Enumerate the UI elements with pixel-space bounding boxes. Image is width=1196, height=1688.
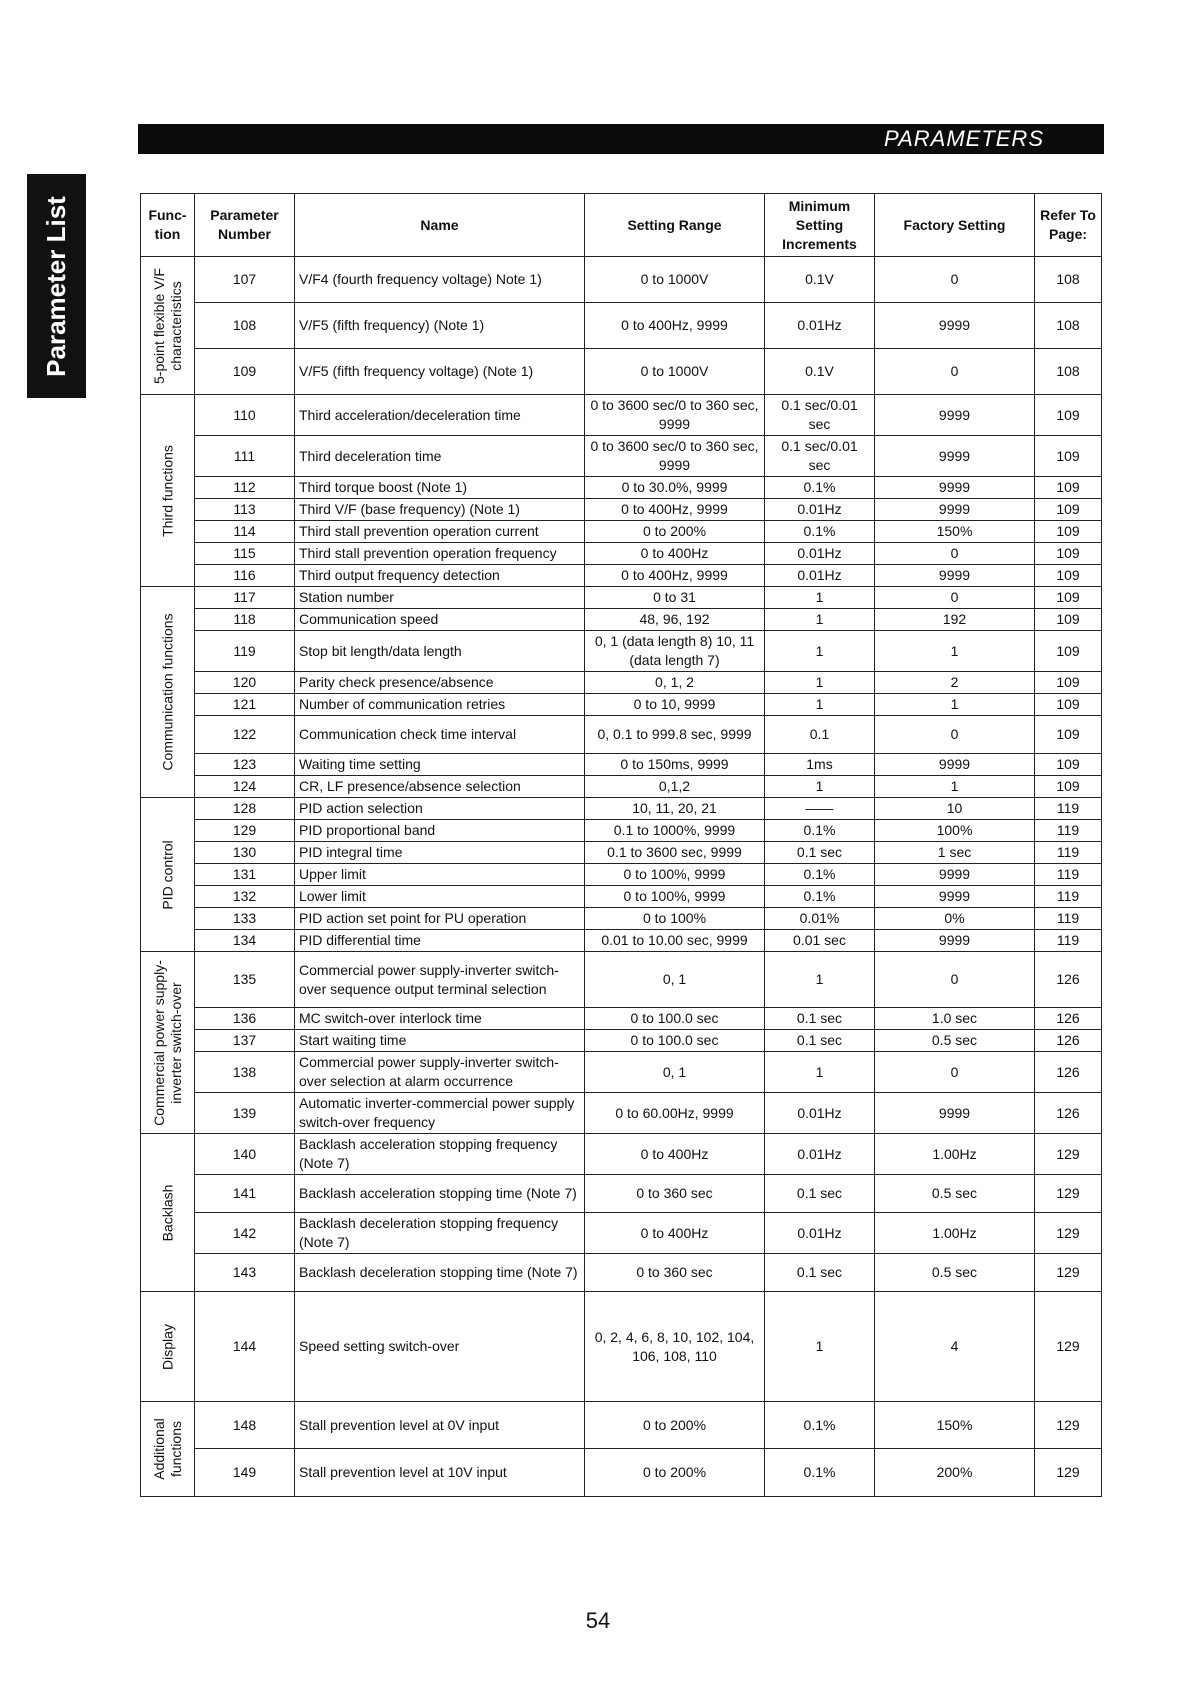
param-number: 140 [195, 1134, 295, 1175]
side-tab-label: Parameter List [41, 195, 71, 377]
param-name: Third acceleration/deceleration time [295, 395, 585, 436]
refer-page: 109 [1035, 631, 1102, 672]
table-row [141, 1175, 1102, 1213]
refer-page: 109 [1035, 754, 1102, 776]
page-title: PARAMETERS [884, 126, 1044, 151]
param-name: V/F5 (fifth frequency) (Note 1) [295, 303, 585, 349]
parameter-table-body [141, 257, 1102, 1497]
table-row [141, 395, 1102, 436]
refer-page: 129 [1035, 1449, 1102, 1497]
table-row [141, 543, 1102, 565]
factory-setting: 192 [875, 609, 1035, 631]
param-number: 112 [195, 477, 295, 499]
param-name: PID differential time [295, 930, 585, 952]
function-group-cell [141, 587, 195, 798]
factory-setting: 150% [875, 1402, 1035, 1449]
refer-page: 109 [1035, 716, 1102, 754]
factory-setting: 9999 [875, 565, 1035, 587]
param-name: Third output frequency detection [295, 565, 585, 587]
param-name: CR, LF presence/absence selection [295, 776, 585, 798]
table-row [141, 1449, 1102, 1497]
refer-page: 119 [1035, 864, 1102, 886]
setting-range: 0 to 3600 sec/0 to 360 sec, 9999 [585, 395, 765, 436]
param-name: Upper limit [295, 864, 585, 886]
param-number: 137 [195, 1030, 295, 1052]
setting-range: 0 to 400Hz [585, 543, 765, 565]
factory-setting: 0 [875, 349, 1035, 395]
table-row [141, 952, 1102, 1008]
min-increment: 0.1% [765, 521, 875, 543]
function-group-cell [141, 1402, 195, 1497]
param-name: Third V/F (base frequency) (Note 1) [295, 499, 585, 521]
param-name: Third stall prevention operation current [295, 521, 585, 543]
refer-page: 126 [1035, 1052, 1102, 1093]
refer-page: 108 [1035, 349, 1102, 395]
param-number: 129 [195, 820, 295, 842]
refer-page: 129 [1035, 1175, 1102, 1213]
param-number: 139 [195, 1093, 295, 1134]
min-increment: 0.1 sec/0.01 sec [765, 395, 875, 436]
refer-page: 129 [1035, 1292, 1102, 1402]
param-number: 115 [195, 543, 295, 565]
table-row [141, 930, 1102, 952]
min-increment: 0.01Hz [765, 303, 875, 349]
param-name: Waiting time setting [295, 754, 585, 776]
header-name: Name [295, 194, 585, 257]
table-row [141, 499, 1102, 521]
table-row [141, 1093, 1102, 1134]
param-name: Backlash deceleration stopping frequency (Note 7) [295, 1213, 585, 1254]
factory-setting: 200% [875, 1449, 1035, 1497]
setting-range: 0 to 100.0 sec [585, 1030, 765, 1052]
setting-range: 0 to 360 sec [585, 1254, 765, 1292]
param-name: Lower limit [295, 886, 585, 908]
setting-range: 0 to 3600 sec/0 to 360 sec, 9999 [585, 436, 765, 477]
table-row [141, 436, 1102, 477]
function-group-cell [141, 1134, 195, 1292]
min-increment: 0.1 sec [765, 1030, 875, 1052]
min-increment: 1 [765, 952, 875, 1008]
min-increment: 0.1% [765, 820, 875, 842]
refer-page: 126 [1035, 1093, 1102, 1134]
setting-range: 0, 1 [585, 1052, 765, 1093]
refer-page: 119 [1035, 930, 1102, 952]
function-group-label: Additional functions [150, 1418, 184, 1480]
param-number: 144 [195, 1292, 295, 1402]
function-group-cell [141, 1292, 195, 1402]
setting-range: 0 to 10, 9999 [585, 694, 765, 716]
param-number: 132 [195, 886, 295, 908]
param-name: Commercial power supply-inverter switch-over sequence output terminal selection [295, 952, 585, 1008]
setting-range: 0 to 150ms, 9999 [585, 754, 765, 776]
param-name: Communication speed [295, 609, 585, 631]
setting-range: 0 to 400Hz, 9999 [585, 499, 765, 521]
table-row [141, 631, 1102, 672]
min-increment: 0.01% [765, 908, 875, 930]
function-group-label: PID control [159, 839, 175, 910]
refer-page: 129 [1035, 1254, 1102, 1292]
min-increment: 0.01Hz [765, 565, 875, 587]
param-number: 135 [195, 952, 295, 1008]
table-row [141, 716, 1102, 754]
refer-page: 108 [1035, 303, 1102, 349]
setting-range: 0.01 to 10.00 sec, 9999 [585, 930, 765, 952]
parameter-table [140, 193, 1102, 1497]
table-row [141, 257, 1102, 303]
setting-range: 0 to 100% [585, 908, 765, 930]
refer-page: 129 [1035, 1402, 1102, 1449]
min-increment: 1ms [765, 754, 875, 776]
factory-setting: 0.5 sec [875, 1175, 1035, 1213]
page-number: 54 [585, 1608, 611, 1633]
min-increment: 1 [765, 672, 875, 694]
min-increment: 1 [765, 631, 875, 672]
min-increment: 1 [765, 694, 875, 716]
table-row [141, 798, 1102, 820]
param-number: 134 [195, 930, 295, 952]
table-row [141, 477, 1102, 499]
min-increment: 0.01Hz [765, 543, 875, 565]
min-increment: 0.01Hz [765, 1134, 875, 1175]
param-name: PID integral time [295, 842, 585, 864]
param-number: 114 [195, 521, 295, 543]
setting-range: 0, 1 (data length 8) 10, 11 (data length 7) [585, 631, 765, 672]
min-increment: 0.1 [765, 716, 875, 754]
setting-range: 0 to 200% [585, 1402, 765, 1449]
min-increment: 0.1% [765, 864, 875, 886]
param-number: 111 [195, 436, 295, 477]
factory-setting: 9999 [875, 395, 1035, 436]
setting-range: 0, 2, 4, 6, 8, 10, 102, 104, 106, 108, 110 [585, 1292, 765, 1402]
setting-range: 48, 96, 192 [585, 609, 765, 631]
min-increment: 1 [765, 1292, 875, 1402]
function-group-cell [141, 952, 195, 1134]
table-row [141, 886, 1102, 908]
min-increment: 0.1% [765, 886, 875, 908]
param-number: 149 [195, 1449, 295, 1497]
min-increment: —— [765, 798, 875, 820]
setting-range: 0, 1, 2 [585, 672, 765, 694]
setting-range: 0 to 360 sec [585, 1175, 765, 1213]
function-group-cell [141, 395, 195, 587]
param-number: 109 [195, 349, 295, 395]
setting-range: 0, 1 [585, 952, 765, 1008]
param-name: Parity check presence/absence [295, 672, 585, 694]
param-number: 124 [195, 776, 295, 798]
refer-page: 109 [1035, 521, 1102, 543]
table-row [141, 842, 1102, 864]
header-setting-range: Setting Range [585, 194, 765, 257]
refer-page: 109 [1035, 395, 1102, 436]
param-name: Number of communication retries [295, 694, 585, 716]
function-group-label: 5-point flexible V/F characteristics [150, 267, 184, 384]
param-name: Automatic inverter-commercial power supply switch-over frequency [295, 1093, 585, 1134]
param-number: 138 [195, 1052, 295, 1093]
refer-page: 129 [1035, 1213, 1102, 1254]
setting-range: 0.1 to 3600 sec, 9999 [585, 842, 765, 864]
factory-setting: 9999 [875, 436, 1035, 477]
refer-page: 119 [1035, 820, 1102, 842]
refer-page: 119 [1035, 798, 1102, 820]
min-increment: 0.01Hz [765, 1213, 875, 1254]
setting-range: 0 to 200% [585, 521, 765, 543]
table-row [141, 349, 1102, 395]
min-increment: 0.1V [765, 257, 875, 303]
param-number: 121 [195, 694, 295, 716]
param-number: 143 [195, 1254, 295, 1292]
param-name: Station number [295, 587, 585, 609]
factory-setting: 9999 [875, 886, 1035, 908]
param-name: Stop bit length/data length [295, 631, 585, 672]
min-increment: 0.1% [765, 1449, 875, 1497]
min-increment: 0.1V [765, 349, 875, 395]
min-increment: 0.01 sec [765, 930, 875, 952]
refer-page: 119 [1035, 842, 1102, 864]
factory-setting: 9999 [875, 1093, 1035, 1134]
param-name: Third deceleration time [295, 436, 585, 477]
table-row [141, 776, 1102, 798]
refer-page: 109 [1035, 543, 1102, 565]
factory-setting: 1 [875, 776, 1035, 798]
header-minimum-increment: Minimum Setting Increments [765, 194, 875, 257]
setting-range: 0 to 30.0%, 9999 [585, 477, 765, 499]
factory-setting: 150% [875, 521, 1035, 543]
function-group-label: Communication functions [159, 613, 175, 771]
section-side-tab [27, 174, 86, 398]
table-row [141, 864, 1102, 886]
refer-page: 126 [1035, 952, 1102, 1008]
setting-range: 0 to 100%, 9999 [585, 886, 765, 908]
refer-page: 109 [1035, 672, 1102, 694]
table-row [141, 587, 1102, 609]
setting-range: 0 to 1000V [585, 257, 765, 303]
param-number: 123 [195, 754, 295, 776]
min-increment: 1 [765, 609, 875, 631]
min-increment: 1 [765, 776, 875, 798]
param-name: MC switch-over interlock time [295, 1008, 585, 1030]
min-increment: 0.1 sec [765, 1254, 875, 1292]
table-row [141, 754, 1102, 776]
factory-setting: 0 [875, 543, 1035, 565]
factory-setting: 9999 [875, 499, 1035, 521]
param-name: Speed setting switch-over [295, 1292, 585, 1402]
param-name: V/F5 (fifth frequency voltage) (Note 1) [295, 349, 585, 395]
refer-page: 126 [1035, 1008, 1102, 1030]
factory-setting: 2 [875, 672, 1035, 694]
table-row [141, 1052, 1102, 1093]
param-number: 130 [195, 842, 295, 864]
table-row [141, 1254, 1102, 1292]
factory-setting: 9999 [875, 754, 1035, 776]
factory-setting: 0 [875, 716, 1035, 754]
table-row [141, 694, 1102, 716]
param-name: Backlash acceleration stopping time (Note 7) [295, 1175, 585, 1213]
param-name: Commercial power supply-inverter switch-over selection at alarm occurrence [295, 1052, 585, 1093]
factory-setting: 0 [875, 257, 1035, 303]
min-increment: 0.1 sec [765, 842, 875, 864]
factory-setting: 1 [875, 631, 1035, 672]
table-row [141, 1008, 1102, 1030]
param-name: Stall prevention level at 0V input [295, 1402, 585, 1449]
factory-setting: 0% [875, 908, 1035, 930]
param-name: Start waiting time [295, 1030, 585, 1052]
setting-range: 0 to 400Hz [585, 1213, 765, 1254]
refer-page: 109 [1035, 587, 1102, 609]
min-increment: 0.01Hz [765, 1093, 875, 1134]
factory-setting: 1 [875, 694, 1035, 716]
header-bar [138, 124, 1104, 154]
table-row [141, 521, 1102, 543]
table-row [141, 303, 1102, 349]
min-increment: 0.1% [765, 1402, 875, 1449]
setting-range: 0 to 100%, 9999 [585, 864, 765, 886]
function-group-cell [141, 257, 195, 395]
table-row [141, 1030, 1102, 1052]
refer-page: 109 [1035, 499, 1102, 521]
param-name: PID proportional band [295, 820, 585, 842]
param-number: 119 [195, 631, 295, 672]
param-number: 113 [195, 499, 295, 521]
min-increment: 1 [765, 1052, 875, 1093]
setting-range: 0 to 60.00Hz, 9999 [585, 1093, 765, 1134]
param-name: Backlash acceleration stopping frequency (Note 7) [295, 1134, 585, 1175]
setting-range: 0.1 to 1000%, 9999 [585, 820, 765, 842]
min-increment: 1 [765, 587, 875, 609]
min-increment: 0.1 sec [765, 1008, 875, 1030]
factory-setting: 1.00Hz [875, 1213, 1035, 1254]
table-header-row [141, 194, 1102, 257]
function-group-label: Commercial power supply- inverter switch-over [150, 959, 184, 1126]
factory-setting: 1.00Hz [875, 1134, 1035, 1175]
param-number: 128 [195, 798, 295, 820]
param-number: 108 [195, 303, 295, 349]
setting-range: 0 to 100.0 sec [585, 1008, 765, 1030]
refer-page: 108 [1035, 257, 1102, 303]
table-row [141, 565, 1102, 587]
param-number: 131 [195, 864, 295, 886]
table-row [141, 1134, 1102, 1175]
param-number: 120 [195, 672, 295, 694]
factory-setting: 9999 [875, 864, 1035, 886]
factory-setting: 0.5 sec [875, 1030, 1035, 1052]
setting-range: 0 to 1000V [585, 349, 765, 395]
function-group-label: Backlash [159, 1184, 175, 1241]
min-increment: 0.1 sec/0.01 sec [765, 436, 875, 477]
factory-setting: 9999 [875, 477, 1035, 499]
refer-page: 109 [1035, 436, 1102, 477]
factory-setting: 0 [875, 587, 1035, 609]
function-group-cell [141, 798, 195, 952]
factory-setting: 1.0 sec [875, 1008, 1035, 1030]
function-group-label: Third functions [159, 444, 175, 537]
param-number: 142 [195, 1213, 295, 1254]
param-name: PID action selection [295, 798, 585, 820]
factory-setting: 0 [875, 1052, 1035, 1093]
table-row [141, 672, 1102, 694]
refer-page: 129 [1035, 1134, 1102, 1175]
table-row [141, 609, 1102, 631]
refer-page: 109 [1035, 694, 1102, 716]
setting-range: 0 to 400Hz [585, 1134, 765, 1175]
param-number: 122 [195, 716, 295, 754]
header-factory-setting: Factory Setting [875, 194, 1035, 257]
param-name: Third torque boost (Note 1) [295, 477, 585, 499]
param-name: Stall prevention level at 10V input [295, 1449, 585, 1497]
refer-page: 119 [1035, 886, 1102, 908]
table-row [141, 908, 1102, 930]
setting-range: 0,1,2 [585, 776, 765, 798]
setting-range: 0 to 200% [585, 1449, 765, 1497]
function-group-label: Display [159, 1323, 175, 1370]
factory-setting: 100% [875, 820, 1035, 842]
param-number: 136 [195, 1008, 295, 1030]
factory-setting: 9999 [875, 303, 1035, 349]
param-number: 107 [195, 257, 295, 303]
setting-range: 0 to 400Hz, 9999 [585, 565, 765, 587]
min-increment: 0.1% [765, 477, 875, 499]
min-increment: 0.01Hz [765, 499, 875, 521]
param-name: V/F4 (fourth frequency voltage) Note 1) [295, 257, 585, 303]
factory-setting: 0.5 sec [875, 1254, 1035, 1292]
table-row [141, 1292, 1102, 1402]
param-number: 148 [195, 1402, 295, 1449]
param-name: Backlash deceleration stopping time (Note 7) [295, 1254, 585, 1292]
param-number: 133 [195, 908, 295, 930]
param-name: Third stall prevention operation frequency [295, 543, 585, 565]
setting-range: 0 to 31 [585, 587, 765, 609]
param-number: 118 [195, 609, 295, 631]
refer-page: 119 [1035, 908, 1102, 930]
refer-page: 126 [1035, 1030, 1102, 1052]
factory-setting: 1 sec [875, 842, 1035, 864]
min-increment: 0.1 sec [765, 1175, 875, 1213]
param-name: Communication check time interval [295, 716, 585, 754]
setting-range: 0 to 400Hz, 9999 [585, 303, 765, 349]
header-parameter-number: Parameter Number [195, 194, 295, 257]
refer-page: 109 [1035, 565, 1102, 587]
param-number: 117 [195, 587, 295, 609]
setting-range: 10, 11, 20, 21 [585, 798, 765, 820]
factory-setting: 0 [875, 952, 1035, 1008]
table-row [141, 1213, 1102, 1254]
param-number: 110 [195, 395, 295, 436]
refer-page: 109 [1035, 609, 1102, 631]
factory-setting: 10 [875, 798, 1035, 820]
factory-setting: 4 [875, 1292, 1035, 1402]
table-row [141, 820, 1102, 842]
refer-page: 109 [1035, 477, 1102, 499]
param-number: 141 [195, 1175, 295, 1213]
setting-range: 0, 0.1 to 999.8 sec, 9999 [585, 716, 765, 754]
header-refer-page: Refer To Page: [1035, 194, 1102, 257]
refer-page: 109 [1035, 776, 1102, 798]
param-name: PID action set point for PU operation [295, 908, 585, 930]
header-function: Func- tion [141, 194, 195, 257]
table-row [141, 1402, 1102, 1449]
factory-setting: 9999 [875, 930, 1035, 952]
param-number: 116 [195, 565, 295, 587]
